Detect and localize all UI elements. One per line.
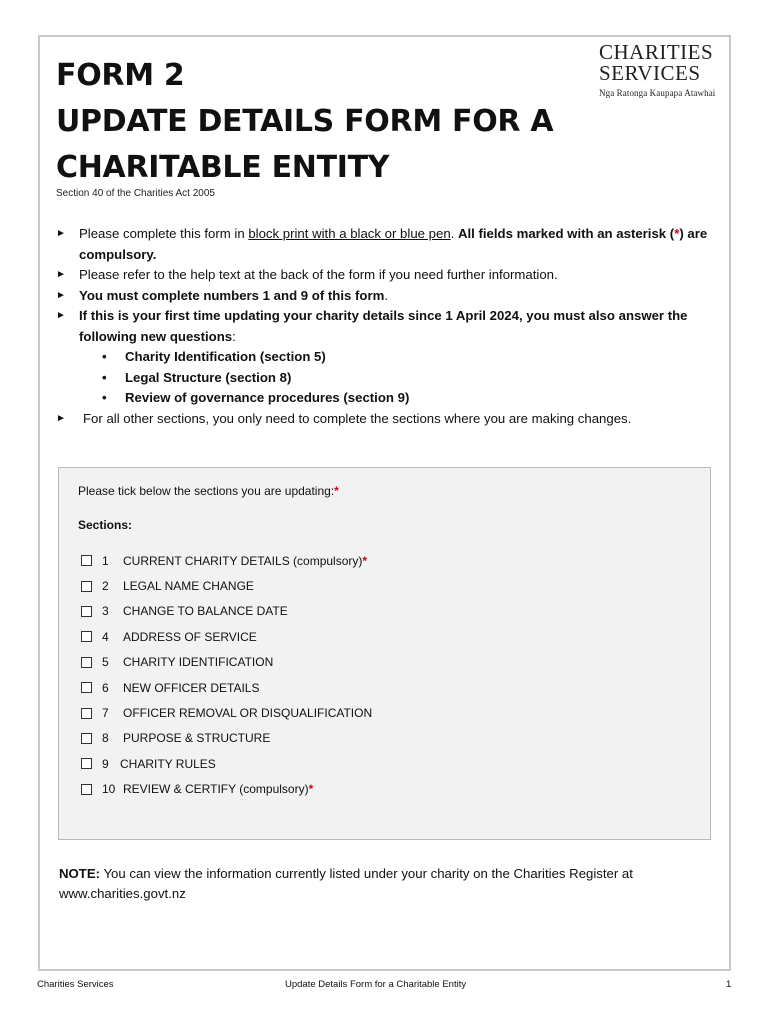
sections-checklist xyxy=(81,548,372,802)
asterisk: * xyxy=(362,553,368,568)
section-label: CURRENT CHARITY DETAILS (compulsory) xyxy=(123,553,363,568)
instruction-text: . xyxy=(384,287,388,303)
instruction-text: For all other sections, you only need to complete the sections where you are making changes. xyxy=(83,410,632,426)
prompt-text: Please tick below the sections you are updating: xyxy=(78,484,335,498)
section-row-7 xyxy=(81,700,372,725)
checkbox[interactable] xyxy=(81,682,92,693)
instruction-1 xyxy=(56,224,716,265)
sub-item-text: Charity Identification (section 5) xyxy=(125,349,326,364)
section-number: 9 xyxy=(102,756,109,771)
arrow-bullet-icon: ► xyxy=(56,310,66,321)
arrow-bullet-icon: ► xyxy=(56,269,66,280)
logo-line-1: CHARITIES xyxy=(599,40,714,64)
dot-bullet-icon: • xyxy=(102,390,107,405)
page-number: 1 xyxy=(726,979,732,990)
section-row-5 xyxy=(81,650,372,675)
instruction-text: Please refer to the help text at the back of the form if you need further information. xyxy=(79,267,558,282)
instruction-text: Please complete this form in xyxy=(79,226,249,241)
footer-left: Charities Services xyxy=(37,979,114,990)
title-line-1: FORM 2 xyxy=(56,58,185,93)
dot-bullet-icon: • xyxy=(102,369,107,385)
title-line-2: UPDATE DETAILS FORM FOR A xyxy=(56,104,554,139)
section-label: CHARITY IDENTIFICATION xyxy=(123,655,274,670)
checkbox[interactable] xyxy=(81,657,92,668)
section-row-8 xyxy=(81,726,372,751)
sections-box xyxy=(58,467,711,840)
checkbox[interactable] xyxy=(81,784,92,795)
section-number: 10 xyxy=(102,782,116,797)
section-row-1 xyxy=(81,548,372,573)
section-number: 1 xyxy=(102,553,109,568)
checkbox[interactable] xyxy=(81,606,92,617)
instruction-underline: block print with a black or blue pen xyxy=(248,226,451,241)
instruction-text: . xyxy=(450,226,458,241)
checkbox[interactable] xyxy=(81,708,92,719)
asterisk: * xyxy=(334,484,339,498)
sub-item-2 xyxy=(56,368,716,389)
section-row-4 xyxy=(81,624,372,649)
section-number: 7 xyxy=(102,706,109,721)
section-label: NEW OFFICER DETAILS xyxy=(123,680,260,695)
instruction-bold: You must complete numbers 1 and 9 of this form xyxy=(79,287,385,303)
instruction-bold: ) are compulsory. xyxy=(79,226,708,262)
instruction-text: : xyxy=(232,328,236,344)
section-label: LEGAL NAME CHANGE xyxy=(123,579,254,594)
instruction-4 xyxy=(56,306,716,347)
checkbox[interactable] xyxy=(81,555,92,566)
checkbox[interactable] xyxy=(81,758,92,769)
asterisk: * xyxy=(308,782,314,797)
section-number: 4 xyxy=(102,629,109,644)
sub-item-text: Review of governance procedures (section 9) xyxy=(125,390,410,405)
arrow-bullet-icon: ► xyxy=(56,412,66,424)
sub-item-1 xyxy=(56,347,716,368)
section-label: CHARITY RULES xyxy=(120,756,216,771)
sections-prompt xyxy=(78,484,339,498)
checkbox[interactable] xyxy=(81,733,92,744)
section-row-6 xyxy=(81,675,372,700)
section-number: 5 xyxy=(102,655,109,670)
footer-center: Update Details Form for a Charitable Entity xyxy=(285,979,467,990)
dot-bullet-icon: • xyxy=(102,349,107,364)
section-label: ADDRESS OF SERVICE xyxy=(123,629,257,644)
arrow-bullet-icon: ► xyxy=(56,289,66,301)
note-text: You can view the information currently listed under your charity on the Charities Register at www.charities.govt.nz xyxy=(59,866,633,901)
section-number: 8 xyxy=(102,731,109,746)
section-row-9 xyxy=(81,751,372,776)
arrow-bullet-icon: ► xyxy=(56,228,66,239)
charities-services-logo xyxy=(599,42,715,100)
instruction-bold: If this is your first time updating your charity details since 1 April 2024, you must also answer the following new questions xyxy=(79,308,688,344)
checkbox[interactable] xyxy=(81,581,92,592)
section-row-10 xyxy=(81,777,372,802)
section-number: 3 xyxy=(102,604,109,619)
title-line-3: CHARITABLE ENTITY xyxy=(56,150,390,185)
sections-label: Sections: xyxy=(78,518,133,532)
section-number: 2 xyxy=(102,579,109,594)
note xyxy=(59,864,709,904)
asterisk: * xyxy=(674,226,680,241)
section-number: 6 xyxy=(102,680,109,695)
note-label: NOTE: xyxy=(59,866,101,881)
section-label: CHANGE TO BALANCE DATE xyxy=(123,604,288,619)
section-row-2 xyxy=(81,573,372,598)
section-label: PURPOSE & STRUCTURE xyxy=(123,731,271,746)
logo-line-2: SERVICES xyxy=(599,61,701,85)
instructions-list xyxy=(56,224,716,429)
instruction-2 xyxy=(56,265,716,286)
instruction-bold: All fields marked with an asterisk ( xyxy=(457,226,675,241)
section-label: OFFICER REMOVAL OR DISQUALIFICATION xyxy=(123,706,373,721)
logo-tagline: Nga Ratonga Kaupapa Atawhai xyxy=(599,88,716,98)
form-title xyxy=(56,53,553,191)
section-row-3 xyxy=(81,599,372,624)
instruction-5 xyxy=(56,409,716,430)
act-reference: Section 40 of the Charities Act 2005 xyxy=(56,188,215,199)
instruction-3 xyxy=(56,286,716,307)
sub-item-3 xyxy=(56,388,716,409)
checkbox[interactable] xyxy=(81,631,92,642)
sub-item-text: Legal Structure (section 8) xyxy=(125,369,292,385)
section-label: REVIEW & CERTIFY (compulsory) xyxy=(123,782,309,797)
